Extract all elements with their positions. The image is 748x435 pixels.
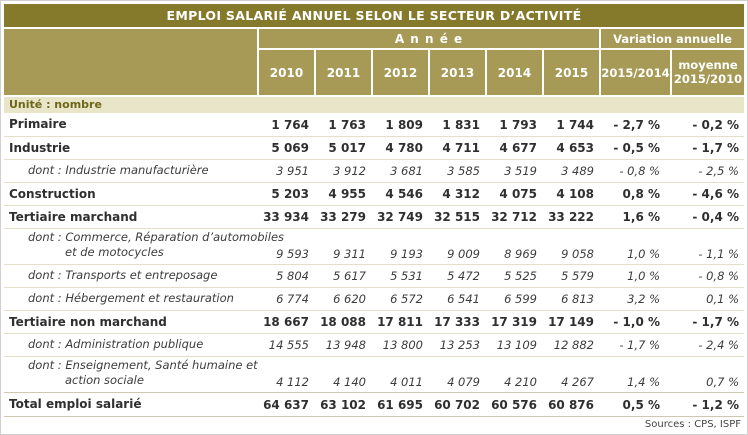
variation-moyenne-value: - 1,1 % bbox=[698, 247, 739, 261]
year-value: 4 955 bbox=[328, 187, 366, 201]
row-label: dont : Hébergement et restauration bbox=[28, 291, 234, 306]
variation-2015-2014-value: 0,5 % bbox=[622, 397, 660, 412]
year-value: 9 593 bbox=[276, 247, 309, 261]
header-empty-cell bbox=[4, 29, 257, 95]
year-value: 4 711 bbox=[442, 141, 480, 155]
year-value: 33 222 bbox=[548, 210, 594, 224]
table-row bbox=[4, 333, 744, 356]
year-value: 5 203 bbox=[271, 187, 309, 201]
year-value: 5 804 bbox=[276, 269, 309, 283]
year-value: 1 809 bbox=[385, 117, 423, 132]
header-year-2014: 2014 bbox=[485, 50, 542, 95]
year-value: 6 599 bbox=[504, 292, 537, 306]
year-value: 1 744 bbox=[556, 117, 594, 132]
year-value: 9 009 bbox=[447, 247, 480, 261]
row-label: Tertiaire non marchand bbox=[9, 314, 167, 329]
year-value: 9 311 bbox=[333, 247, 366, 261]
year-value: 6 620 bbox=[333, 292, 366, 306]
table-row bbox=[4, 136, 744, 159]
row-label: Industrie bbox=[9, 140, 71, 155]
year-value: 3 519 bbox=[504, 164, 537, 178]
table-body bbox=[4, 113, 744, 416]
header-year-2015: 2015 bbox=[542, 50, 599, 95]
year-value: 4 011 bbox=[390, 375, 423, 389]
year-value: 1 763 bbox=[328, 117, 366, 132]
variation-2015-2014-value: 1,0 % bbox=[627, 247, 660, 261]
table-row bbox=[4, 392, 744, 416]
year-value: 1 764 bbox=[271, 117, 309, 132]
year-value: 5 069 bbox=[271, 141, 309, 155]
table-row bbox=[4, 356, 744, 392]
header-col-moyenne bbox=[670, 50, 744, 95]
year-value: 63 102 bbox=[320, 397, 366, 412]
variation-moyenne-value: - 2,5 % bbox=[698, 164, 739, 178]
year-value: 3 912 bbox=[333, 164, 366, 178]
table-header bbox=[4, 29, 744, 95]
year-value: 17 811 bbox=[377, 315, 423, 329]
year-value: 13 800 bbox=[382, 338, 423, 352]
header-annee-label: A n n é e bbox=[257, 29, 599, 50]
variation-moyenne-value: - 1,2 % bbox=[692, 397, 739, 412]
variation-2015-2014-value: 1,4 % bbox=[627, 375, 660, 389]
year-value: 9 193 bbox=[390, 247, 423, 261]
year-value: 32 712 bbox=[491, 210, 537, 224]
year-value: 17 333 bbox=[434, 315, 480, 329]
year-value: 4 108 bbox=[556, 187, 594, 201]
variation-2015-2014-value: - 1,7 % bbox=[619, 338, 660, 352]
variation-2015-2014-value: 3,2 % bbox=[627, 292, 660, 306]
table-row bbox=[4, 159, 744, 182]
variation-2015-2014-value: 0,8 % bbox=[622, 187, 660, 201]
year-value: 13 253 bbox=[439, 338, 480, 352]
year-value: 5 579 bbox=[561, 269, 594, 283]
year-value: 1 793 bbox=[499, 117, 537, 132]
year-value: 5 017 bbox=[328, 141, 366, 155]
variation-2015-2014-value: - 2,7 % bbox=[613, 117, 660, 132]
year-value: 4 075 bbox=[499, 187, 537, 201]
header-year-2013: 2013 bbox=[428, 50, 485, 95]
year-value: 60 876 bbox=[548, 397, 594, 412]
row-label: dont : Enseignement, Santé humaine et action sociale bbox=[28, 357, 258, 388]
year-value: 33 934 bbox=[263, 210, 309, 224]
row-label: dont : Commerce, Réparation d’automobiles et de motocycles bbox=[28, 229, 285, 260]
table-row bbox=[4, 228, 744, 264]
year-value: 4 267 bbox=[561, 375, 594, 389]
row-label: dont : Industrie manufacturière bbox=[28, 163, 209, 178]
row-label: dont : Administration publique bbox=[28, 337, 204, 352]
year-value: 17 319 bbox=[491, 315, 537, 329]
year-value: 8 969 bbox=[504, 247, 537, 261]
year-value: 60 576 bbox=[491, 397, 537, 412]
year-value: 4 780 bbox=[385, 141, 423, 155]
year-value: 17 149 bbox=[548, 315, 594, 329]
year-value: 4 312 bbox=[442, 187, 480, 201]
variation-moyenne-value: - 2,4 % bbox=[698, 338, 739, 352]
table-row bbox=[4, 182, 744, 205]
year-value: 4 546 bbox=[385, 187, 423, 201]
year-value: 4 677 bbox=[499, 141, 537, 155]
year-value: 4 653 bbox=[556, 141, 594, 155]
header-moyenne-line1: moyenne bbox=[678, 57, 738, 72]
variation-2015-2014-value: 1,6 % bbox=[622, 210, 660, 224]
variation-2015-2014-value: 1,0 % bbox=[627, 269, 660, 283]
year-value: 32 515 bbox=[434, 210, 480, 224]
year-value: 61 695 bbox=[377, 397, 423, 412]
page-title: EMPLOI SALARIÉ ANNUEL SELON LE SECTEUR D’ACTIVITÉ bbox=[4, 4, 744, 27]
variation-moyenne-value: - 0,8 % bbox=[698, 269, 739, 283]
row-label: Construction bbox=[9, 186, 96, 201]
year-value: 4 079 bbox=[447, 375, 480, 389]
variation-moyenne-value: - 1,7 % bbox=[692, 315, 739, 329]
row-label: Primaire bbox=[9, 117, 67, 132]
year-value: 5 472 bbox=[447, 269, 480, 283]
header-moyenne-line2: 2015/2010 bbox=[673, 71, 743, 86]
year-value: 6 541 bbox=[447, 292, 480, 306]
table-row bbox=[4, 287, 744, 310]
year-value: 4 112 bbox=[276, 375, 309, 389]
year-value: 6 813 bbox=[561, 292, 594, 306]
year-value: 64 637 bbox=[263, 397, 309, 412]
year-value: 1 831 bbox=[442, 117, 480, 132]
year-value: 5 617 bbox=[333, 269, 366, 283]
year-value: 12 882 bbox=[553, 338, 594, 352]
table-row bbox=[4, 310, 744, 333]
variation-2015-2014-value: - 1,0 % bbox=[613, 315, 660, 329]
row-label: Tertiaire marchand bbox=[9, 209, 138, 224]
year-value: 32 749 bbox=[377, 210, 423, 224]
year-value: 4 140 bbox=[333, 375, 366, 389]
variation-moyenne-value: - 1,7 % bbox=[692, 141, 739, 155]
year-value: 6 572 bbox=[390, 292, 423, 306]
year-value: 13 948 bbox=[325, 338, 366, 352]
year-value: 4 210 bbox=[504, 375, 537, 389]
table-row bbox=[4, 113, 744, 136]
year-value: 3 681 bbox=[390, 164, 423, 178]
year-value: 18 088 bbox=[320, 315, 366, 329]
header-variation-label: Variation annuelle bbox=[599, 29, 744, 50]
unit-label: Unité : nombre bbox=[4, 97, 744, 113]
year-value: 14 555 bbox=[268, 338, 309, 352]
sources-note: Sources : CPS, ISPF bbox=[4, 416, 744, 432]
table-row bbox=[4, 205, 744, 228]
year-value: 13 109 bbox=[496, 338, 537, 352]
year-value: 3 585 bbox=[447, 164, 480, 178]
year-value: 60 702 bbox=[434, 397, 480, 412]
year-value: 3 489 bbox=[561, 164, 594, 178]
header-col-2015-2014: 2015/2014 bbox=[599, 50, 670, 95]
year-value: 9 058 bbox=[561, 247, 594, 261]
header-year-2012: 2012 bbox=[371, 50, 428, 95]
year-value: 18 667 bbox=[263, 315, 309, 329]
variation-moyenne-value: - 0,4 % bbox=[692, 210, 739, 224]
variation-2015-2014-value: - 0,5 % bbox=[613, 141, 660, 155]
table-row bbox=[4, 264, 744, 287]
variation-moyenne-value: - 4,6 % bbox=[692, 187, 739, 201]
variation-moyenne-value: 0,1 % bbox=[706, 292, 739, 306]
year-value: 6 774 bbox=[276, 292, 309, 306]
year-value: 5 531 bbox=[390, 269, 423, 283]
header-year-2011: 2011 bbox=[314, 50, 371, 95]
row-label: dont : Transports et entreposage bbox=[28, 268, 218, 283]
header-year-2010: 2010 bbox=[257, 50, 314, 95]
variation-moyenne-value: - 0,2 % bbox=[692, 117, 739, 132]
variation-2015-2014-value: - 0,8 % bbox=[619, 164, 660, 178]
year-value: 33 279 bbox=[320, 210, 366, 224]
row-label: Total emploi salarié bbox=[9, 397, 142, 412]
year-value: 5 525 bbox=[504, 269, 537, 283]
variation-moyenne-value: 0,7 % bbox=[706, 375, 739, 389]
year-value: 3 951 bbox=[276, 164, 309, 178]
